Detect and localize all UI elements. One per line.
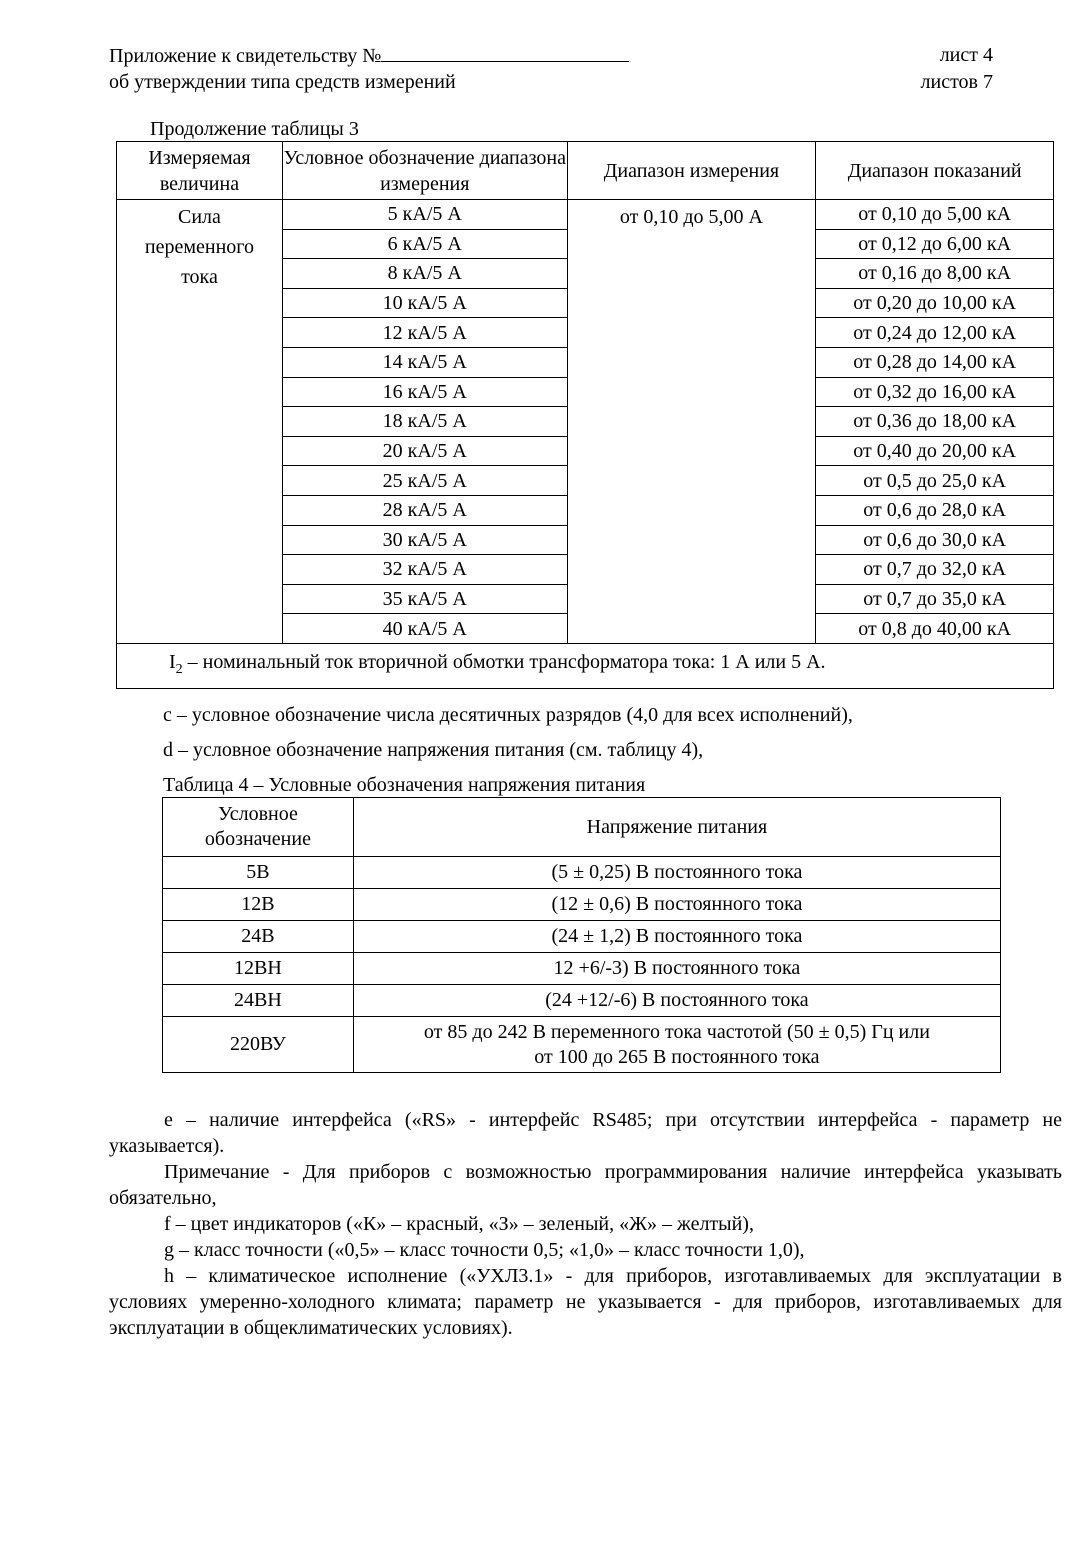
note-text: – номинальный ток вторичной обмотки трансформатора тока: 1 А или 5 А. (182, 650, 826, 673)
table4-caption: Таблица 4 – Условные обозначения напряжения питания (163, 774, 646, 796)
table4-row (163, 953, 1001, 985)
table3-note (117, 643, 1054, 688)
cell-display-range: от 0,36 до 18,00 кА (816, 407, 1054, 437)
cell-voltage (353, 1017, 1000, 1073)
cell-display-range: от 0,24 до 12,00 кА (816, 318, 1054, 348)
table3-note-row (117, 643, 1054, 688)
note-subscript: 2 (175, 661, 183, 677)
cell-range-code: 30 кА/5 А (282, 525, 567, 555)
cell-display-range: от 0,6 до 30,0 кА (816, 525, 1054, 555)
cell-voltage: (24 ± 1,2) В постоянного тока (353, 921, 1000, 953)
cell-display-range: от 0,8 до 40,00 кА (816, 614, 1054, 644)
cell-display-range: от 0,5 до 25,0 кА (816, 466, 1054, 496)
cell-display-range: от 0,7 до 32,0 кА (816, 555, 1054, 585)
cell-range-code: 25 кА/5 А (282, 466, 567, 496)
cell-range-code: 14 кА/5 А (282, 347, 567, 377)
cell-range-code: 16 кА/5 А (282, 377, 567, 407)
cell-designation: 12В (163, 889, 354, 921)
cell-display-range: от 0,7 до 35,0 кА (816, 584, 1054, 614)
para-d: d – условное обозначение напряжения питания (см. таблицу 4), (163, 739, 704, 761)
cell-designation: 220ВУ (163, 1017, 354, 1073)
body-text (109, 1107, 1062, 1341)
para-note: Примечание - Для приборов с возможностью программирования наличие интерфейса указывать обязательно, (109, 1161, 1062, 1209)
col-header-voltage: Напряжение питания (353, 798, 1000, 857)
certificate-number-blank (381, 42, 629, 62)
table3-caption: Продолжение таблицы 3 (150, 118, 359, 140)
table4-body (163, 798, 1001, 1073)
cell-display-range: от 0,20 до 10,00 кА (816, 288, 1054, 318)
cell-display-range: от 0,32 до 16,00 кА (816, 377, 1054, 407)
para-g: g – класс точности («0,5» – класс точности 0,5; «1,0» – класс точности 1,0), (164, 1239, 805, 1261)
header-title-line1: Приложение к свидетельству № (109, 42, 629, 69)
cell-range-code: 28 кА/5 А (282, 495, 567, 525)
table4-row (163, 889, 1001, 921)
cell-range-code: 12 кА/5 А (282, 318, 567, 348)
cell-voltage: (24 +12/-6) В постоянного тока (353, 985, 1000, 1017)
col-header-measure-range: Диапазон измерения (567, 142, 816, 200)
para-c: c – условное обозначение числа десятичных разрядов (4,0 для всех исполнений), (163, 704, 853, 726)
cell-display-range: от 0,28 до 14,00 кА (816, 347, 1054, 377)
cell-range-code: 5 кА/5 А (282, 200, 567, 230)
table3-row (117, 200, 1054, 230)
para-e: е – наличие интерфейса («RS» - интерфейс RS485; при отсутствии интерфейса - параметр не указывается). (109, 1109, 1062, 1157)
cell-voltage: 12 +6/-3) В постоянного тока (353, 953, 1000, 985)
cell-voltage: (5 ± 0,25) В постоянного тока (353, 857, 1000, 889)
col-header-display-range: Диапазон показаний (816, 142, 1054, 200)
cell-designation: 24ВН (163, 985, 354, 1017)
table4-header-row (163, 798, 1001, 857)
cell-range-code: 32 кА/5 А (282, 555, 567, 585)
cell-range-code: 35 кА/5 А (282, 584, 567, 614)
col-header-code: Условное обозначение диапазона измерения (282, 142, 567, 200)
para-h: h – климатическое исполнение («УХЛ3.1» - для приборов, изготавливаемых для эксплуатации в условиях умеренно-холодного климата; параметр не указывается - для приборов, изготавливаемых для эксплуатации в общеклиматических условиях). (109, 1265, 1062, 1339)
cell-display-range: от 0,12 до 6,00 кА (816, 229, 1054, 259)
table4-row (163, 857, 1001, 889)
cell-designation: 24В (163, 921, 354, 953)
header-title-line2: об утверждении типа средств измерений (109, 71, 456, 93)
cell-measure-range: от 0,10 до 5,00 А (567, 200, 816, 644)
cell-display-range: от 0,16 до 8,00 кА (816, 259, 1054, 289)
table3-body (117, 142, 1054, 689)
table4-row (163, 985, 1001, 1017)
cell-range-code: 18 кА/5 А (282, 407, 567, 437)
table3 (116, 141, 1054, 689)
cell-display-range: от 0,10 до 5,00 кА (816, 200, 1054, 230)
cell-quantity: Сила переменного тока (117, 200, 283, 644)
table4-row (163, 1017, 1001, 1073)
col-header-quantity: Измеряемая величина (117, 142, 283, 200)
cell-display-range: от 0,6 до 28,0 кА (816, 495, 1054, 525)
cell-range-code: 8 кА/5 А (282, 259, 567, 289)
cell-range-code: 6 кА/5 А (282, 229, 567, 259)
cell-range-code: 20 кА/5 А (282, 436, 567, 466)
col-header-designation: Условное обозначение (163, 798, 354, 857)
sheet-total: листов 7 (920, 71, 993, 93)
cell-designation: 5В (163, 857, 354, 889)
sheet-number: лист 4 (939, 44, 993, 66)
table4 (162, 797, 1001, 1073)
para-f: f – цвет индикаторов («К» – красный, «З» – зеленый, «Ж» – желтый), (164, 1213, 754, 1235)
table4-row (163, 921, 1001, 953)
voltage-line: от 100 до 265 В постоянного тока (534, 1045, 820, 1068)
cell-range-code: 10 кА/5 А (282, 288, 567, 318)
cell-display-range: от 0,40 до 20,00 кА (816, 436, 1054, 466)
voltage-line: от 85 до 242 В переменного тока частотой (50 ± 0,5) Гц или (423, 1020, 930, 1043)
table3-header-row (117, 142, 1054, 200)
page-header (109, 42, 993, 95)
note-symbol: I (169, 650, 176, 673)
cell-voltage: (12 ± 0,6) В постоянного тока (353, 889, 1000, 921)
cell-range-code: 40 кА/5 А (282, 614, 567, 644)
cell-designation: 12ВН (163, 953, 354, 985)
